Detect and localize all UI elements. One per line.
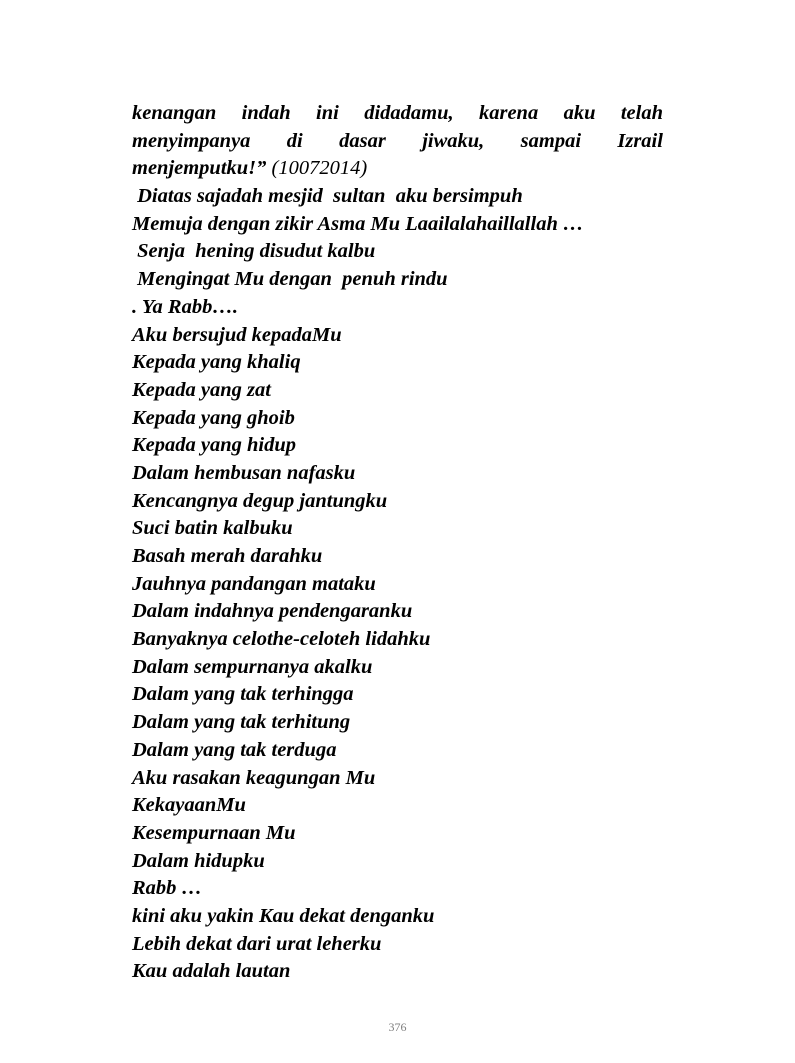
poem-line: Dalam hembusan nafasku xyxy=(132,461,356,484)
word: Izrail xyxy=(617,129,663,152)
poem-line: KekayaanMu xyxy=(132,794,246,817)
poem-body xyxy=(132,100,663,986)
poem-line: Diatas sajadah mesjid sultan aku bersimpuh xyxy=(132,185,523,208)
poem-line: Dalam sempurnanya akalku xyxy=(132,655,373,678)
poem-line: Kepada yang khaliq xyxy=(132,351,301,374)
opening-line-2 xyxy=(132,128,663,156)
poem-line: Jauhnya pandangan mataku xyxy=(132,572,376,595)
poem-line: Dalam hidupku xyxy=(132,849,265,872)
word: ini xyxy=(316,102,339,124)
word: dasar xyxy=(339,129,386,152)
opening-line-3 xyxy=(132,155,663,183)
poem-line: Senja hening disudut kalbu xyxy=(132,240,376,263)
poem-line: Kepada yang hidup xyxy=(132,434,297,457)
poem-line: Rabb … xyxy=(132,877,203,900)
poem-line: Kau adalah lautan xyxy=(132,960,291,983)
poem-line: Dalam yang tak terduga xyxy=(132,738,337,761)
opening-line-1 xyxy=(132,100,663,128)
poem-line: . Ya Rabb…. xyxy=(132,295,238,318)
word: karena xyxy=(478,102,539,124)
poem-line: Mengingat Mu dengan penuh rindu xyxy=(132,268,448,291)
poem-line: Basah merah darahku xyxy=(132,545,323,567)
word: di xyxy=(286,129,303,152)
word: didadamu, xyxy=(364,102,454,124)
poem-line: Memuja dengan zikir Asma Mu Laailalahaillallah … xyxy=(132,212,584,235)
poem-lines xyxy=(132,183,663,986)
word: telah xyxy=(620,102,663,124)
closing-quote-text: menjemputku!” xyxy=(132,157,267,180)
word: jiwaku, xyxy=(422,129,485,152)
word: sampai xyxy=(520,129,582,152)
page-number: 376 xyxy=(388,1020,407,1034)
poem-line: Aku bersujud kepadaMu xyxy=(132,323,342,346)
poem-line: Kepada yang zat xyxy=(132,378,271,401)
poem-line: Dalam yang tak terhitung xyxy=(132,711,351,734)
poem-line: Aku rasakan keagungan Mu xyxy=(132,766,376,789)
poem-line: Lebih dekat dari urat leherku xyxy=(132,932,382,955)
word: menyimpanya xyxy=(132,129,251,152)
word: aku xyxy=(563,102,596,124)
poem-line: Kepada yang ghoib xyxy=(132,406,295,429)
poem-line: kini aku yakin Kau dekat denganku xyxy=(132,904,435,927)
word: kenangan xyxy=(132,102,217,124)
poem-line: Kencangnya degup jantungku xyxy=(132,489,388,512)
poem-line: Dalam indahnya pendengaranku xyxy=(132,600,413,623)
poem-line: Suci batin kalbuku xyxy=(132,517,293,540)
poem-line: Dalam yang tak terhingga xyxy=(132,683,354,706)
poem-line: Banyaknya celothe-celoteh lidahku xyxy=(132,628,431,651)
word: indah xyxy=(241,102,291,124)
poem-date: (10072014) xyxy=(266,157,368,180)
poem-line: Kesempurnaan Mu xyxy=(132,821,296,844)
